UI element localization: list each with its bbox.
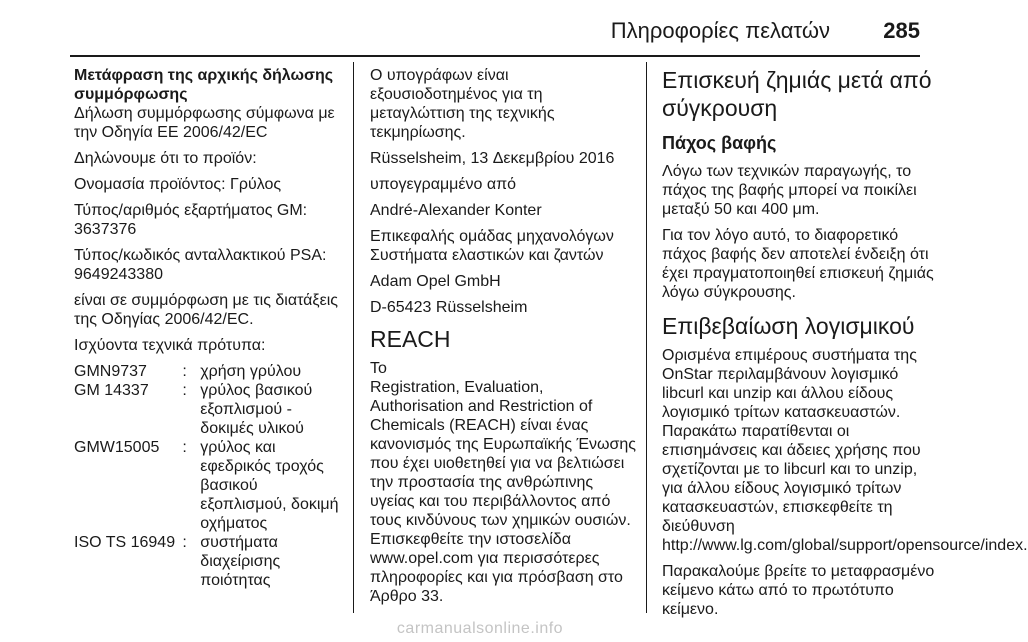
company-name: Adam Opel GmbH xyxy=(370,273,501,290)
header-title: Πληροφορίες πελατών xyxy=(610,18,830,43)
standard-sep: : xyxy=(182,382,187,399)
standard-code: ISO TS 16949 xyxy=(74,534,176,551)
paint-paragraph-1: Λόγω των τεχνικών παραγωγής, το πάχος της βαφής μπορεί να ποικίλει μεταξύ 50 και 400 μm. xyxy=(662,163,917,218)
declaration-p5: είναι σε συμμόρφωση με τις διατάξεις της Οδηγίας 2006/42/EC. xyxy=(74,292,338,328)
standard-code: GM 14337 xyxy=(74,382,149,399)
table-row xyxy=(74,533,346,590)
reach-body: Authorisation and Restriction of Chemicals (REACH) είναι ένας κανονισμός της Ευρωπαϊκής Ένωσης που έχει υιοθετηθεί για να βελτιώσει την προστασία της ανθρώπινης υγείας και του περιβάλλοντος από τους κινδύνους των χημικών ουσιών. Επισκεφθείτε την ιστοσελίδα www.opel.com για περισσότερες πληροφορίες και για πρόσβαση στο Άρθρο 33. xyxy=(370,398,637,605)
software-paragraph-1: Ορισμένα επιμέρους συστήματα της OnStar περιλαμβάνουν λογισμικό libcurl και unzip και άλλου είδους λογισμικό τρίτων κατασκευαστών. Παρακάτω παρατίθενται οι επισημάνσεις και άδειες χρήσης που σχετίζονται με το libcurl και το unzip, για άλλου είδους λογισμικό τρίτων κατασκευαστών, επισκεφθείτε τη διεύθυνση http://www.lg.com/global/support/opensource/index. xyxy=(662,347,1028,554)
software-heading: Επιβεβαίωση λογισμικού xyxy=(662,313,915,339)
reach-line1: Registration, Evaluation, xyxy=(370,379,544,396)
standard-sep: : xyxy=(182,363,187,380)
signatory-paragraph: Ο υπογράφων είναι εξουσιοδοτημένος για τη μεταγλώττιση της τεχνικής τεκμηρίωσης. xyxy=(370,67,555,141)
standards-table xyxy=(74,362,346,590)
table-row xyxy=(74,362,346,381)
column-3 xyxy=(662,66,1028,626)
standard-code: GMW15005 xyxy=(74,439,160,456)
repair-heading: Επισκευή ζημιάς μετά από σύγκρουση xyxy=(662,67,932,121)
declaration-heading: Μετάφραση της αρχικής δήλωσης συμμόρφωσης xyxy=(74,67,334,103)
declaration-p6: Ισχύοντα τεχνικά πρότυπα: xyxy=(74,337,266,354)
declaration-p2: Ονομασία προϊόντος: Γρύλος xyxy=(74,176,282,193)
column-2 xyxy=(370,66,640,613)
place-date: Rüsselsheim, 13 Δεκεμβρίου 2016 xyxy=(370,150,615,167)
paint-thickness-heading: Πάχος βαφής xyxy=(662,133,777,153)
watermark: carmanualsonline.info xyxy=(396,620,564,637)
column-divider-2 xyxy=(646,62,647,613)
column-1 xyxy=(74,66,346,590)
column-divider-1 xyxy=(353,62,354,613)
standard-desc: γρύλος και εφεδρικός τροχός βασικού εξοπλισμού, δοκιμή οχήματος xyxy=(200,439,339,532)
signer-role: Επικεφαλής ομάδας μηχανολόγων Συστήματα ελαστικών και ζαντών xyxy=(370,228,614,264)
table-row xyxy=(74,381,346,438)
signed-by: υπογεγραμμένο από xyxy=(370,176,517,193)
signer-name: André-Alexander Konter xyxy=(370,202,542,219)
company-address: D-65423 Rüsselsheim xyxy=(370,299,528,316)
page-header xyxy=(70,0,920,58)
standard-sep: : xyxy=(182,534,187,551)
standard-desc: χρήση γρύλου xyxy=(200,363,302,380)
reach-heading: REACH xyxy=(370,326,451,352)
declaration-intro: Δήλωση συμμόρφωσης σύμφωνα με την Οδηγία ΕΕ 2006/42/EC xyxy=(74,105,335,141)
header-rule xyxy=(70,55,920,57)
software-paragraph-2: Παρακαλούμε βρείτε το μεταφρασμένο κείμενο κάτω από το πρωτότυπο κείμενο. xyxy=(662,563,935,618)
standard-code: GMN9737 xyxy=(74,363,147,380)
reach-to: Το xyxy=(370,360,387,377)
paint-paragraph-2: Για τον λόγο αυτό, το διαφορετικό πάχος βαφής δεν αποτελεί ένδειξη ότι έχει πραγματοποιηθεί επισκευή ζημιάς λόγω σύγκρουσης. xyxy=(662,227,934,301)
standard-desc: γρύλος βασικού εξοπλισμού - δοκιμές υλικού xyxy=(200,382,313,437)
table-row xyxy=(74,438,346,533)
standard-sep: : xyxy=(182,439,187,456)
page-number: 285 xyxy=(883,18,920,43)
declaration-p3: Τύπος/αριθμός εξαρτήματος GM: 3637376 xyxy=(74,202,308,238)
declaration-p1: Δηλώνουμε ότι το προϊόν: xyxy=(74,150,257,167)
declaration-p4: Τύπος/κωδικός ανταλλακτικού PSA: 9649243380 xyxy=(74,247,327,283)
standard-desc: συστήματα διαχείρισης ποιότητας xyxy=(200,534,281,589)
